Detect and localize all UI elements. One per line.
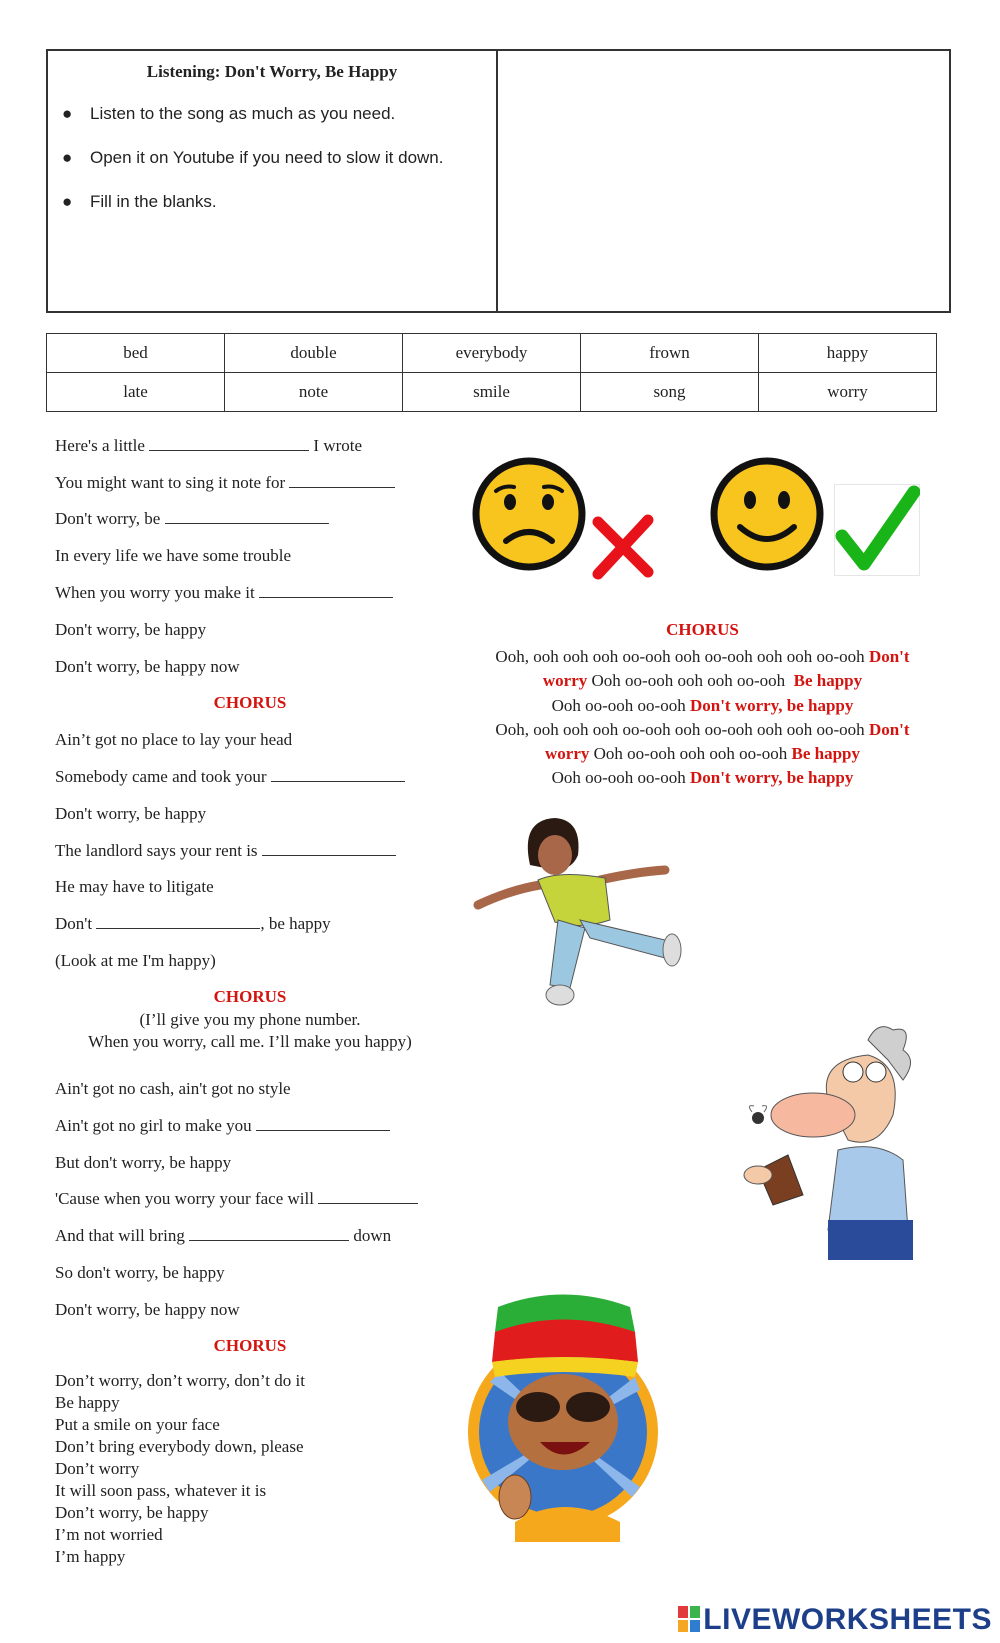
lyric-line: Ain't got no cash, ain't got no style	[55, 1079, 291, 1098]
lyric-line: The landlord says your rent is	[55, 841, 396, 861]
word-bank-cell: bed	[47, 334, 225, 373]
instruction-item: ● Listen to the song as much as you need.	[62, 104, 396, 123]
blank-field-4[interactable]	[259, 583, 393, 598]
word-bank-cell: note	[225, 373, 403, 412]
lyric-line: Don’t bring everybody down, please	[55, 1437, 304, 1456]
lyric-line: So don't worry, be happy	[55, 1263, 225, 1282]
lyric-line: Don’t worry, be happy	[55, 1503, 209, 1522]
instruction-item: ● Open it on Youtube if you need to slow it down.	[62, 148, 444, 167]
chorus-note: (I’ll give you my phone number. When you worry, call me. I’ll make you happy)	[88, 1010, 412, 1051]
lyric-line: Don't worry, be happy	[55, 620, 207, 639]
instructions-divider	[496, 49, 498, 313]
blank-field-10[interactable]	[189, 1226, 349, 1241]
lyric-line: Don’t worry	[55, 1459, 140, 1478]
blank-field-6[interactable]	[262, 841, 396, 856]
chorus-heading: CHORUS	[666, 620, 739, 639]
lyric-line: Put a smile on your face	[55, 1415, 220, 1434]
blank-field-1[interactable]	[149, 436, 309, 451]
lyric-line: Don't worry, be happy	[55, 804, 207, 823]
lyric-line: Here's a little I wrote	[55, 436, 363, 455]
lyric-line: Don't worry, be happy now	[55, 1300, 240, 1319]
red-x-icon	[588, 512, 658, 582]
woman-lying-illustration	[460, 810, 715, 1010]
lyric-line: (Look at me I'm happy)	[55, 951, 216, 970]
lyric-line: When you worry you make it	[55, 583, 393, 603]
lyric-line: Somebody came and took your	[55, 767, 405, 787]
lyric-line: It will soon pass, whatever it is	[55, 1481, 267, 1500]
word-bank-cell: double	[225, 334, 403, 373]
man-with-fly-illustration	[718, 1020, 938, 1265]
final-verse	[55, 1370, 305, 1568]
lyric-line: You might want to sing it note for	[55, 473, 395, 493]
lyric-line: I’m not worried	[55, 1525, 163, 1544]
chorus-label: CHORUS	[213, 693, 287, 712]
instruction-item: ● Fill in the blanks.	[62, 192, 217, 211]
chorus-lyrics: Ooh, ooh ooh ooh oo-ooh ooh oo-ooh ooh ooh oo-ooh Don't worry Ooh oo-ooh ooh ooh oo-ooh Be happy Ooh oo-ooh oo-ooh Don't worry, be happy Ooh, ooh ooh ooh oo-ooh ooh oo-ooh ooh ooh oo-ooh Don't worry Ooh oo-ooh ooh ooh oo-ooh Be happy Ooh oo-ooh oo-ooh Don't worry, be happy	[495, 647, 910, 788]
blank-field-9[interactable]	[318, 1189, 418, 1204]
chorus-label: CHORUS	[213, 1336, 287, 1355]
blank-field-3[interactable]	[165, 509, 329, 524]
rasta-cartoon-illustration	[460, 1292, 672, 1542]
lyric-line: And that will bring down	[55, 1226, 392, 1245]
lyric-line: I’m happy	[55, 1547, 126, 1566]
lyric-line: But don't worry, be happy	[55, 1153, 232, 1172]
lyric-line: Don't worry, be	[55, 509, 329, 529]
chorus-label: CHORUS	[213, 987, 287, 1006]
liveworksheets-logo: LIVEWORKSHEETS	[678, 1603, 992, 1637]
word-bank-cell: everybody	[403, 334, 581, 373]
blank-field-2[interactable]	[289, 473, 395, 488]
blank-field-7[interactable]	[96, 914, 260, 929]
worksheet-title: Listening: Don't Worry, Be Happy	[146, 62, 398, 81]
smiley-face-icon	[708, 455, 826, 573]
lyric-line: Be happy	[55, 1393, 120, 1412]
liveworksheets-logo-icon	[678, 1606, 700, 1632]
word-bank-cell: worry	[759, 373, 937, 412]
lyric-line: In every life we have some trouble	[55, 546, 292, 565]
green-check-icon	[834, 484, 920, 576]
lyric-line: Don't , be happy	[55, 914, 331, 933]
word-bank-cell: smile	[403, 373, 581, 412]
lyric-line: Ain’t got no place to lay your head	[55, 730, 293, 749]
blank-field-8[interactable]	[256, 1116, 390, 1131]
lyric-line: Don’t worry, don’t worry, don’t do it	[55, 1371, 305, 1390]
lyric-line: Ain't got no girl to make you	[55, 1116, 390, 1136]
blank-field-5[interactable]	[271, 767, 405, 782]
word-bank-cell: frown	[581, 334, 759, 373]
word-bank-cell: late	[47, 373, 225, 412]
lyric-line: 'Cause when you worry your face will	[55, 1189, 418, 1209]
word-bank-cell: song	[581, 373, 759, 412]
lyric-line: Don't worry, be happy now	[55, 657, 240, 676]
sad-face-icon	[470, 455, 588, 573]
instructions-box	[46, 49, 951, 313]
lyric-line: He may have to litigate	[55, 877, 214, 896]
word-bank-cell: happy	[759, 334, 937, 373]
word-bank	[46, 333, 937, 412]
